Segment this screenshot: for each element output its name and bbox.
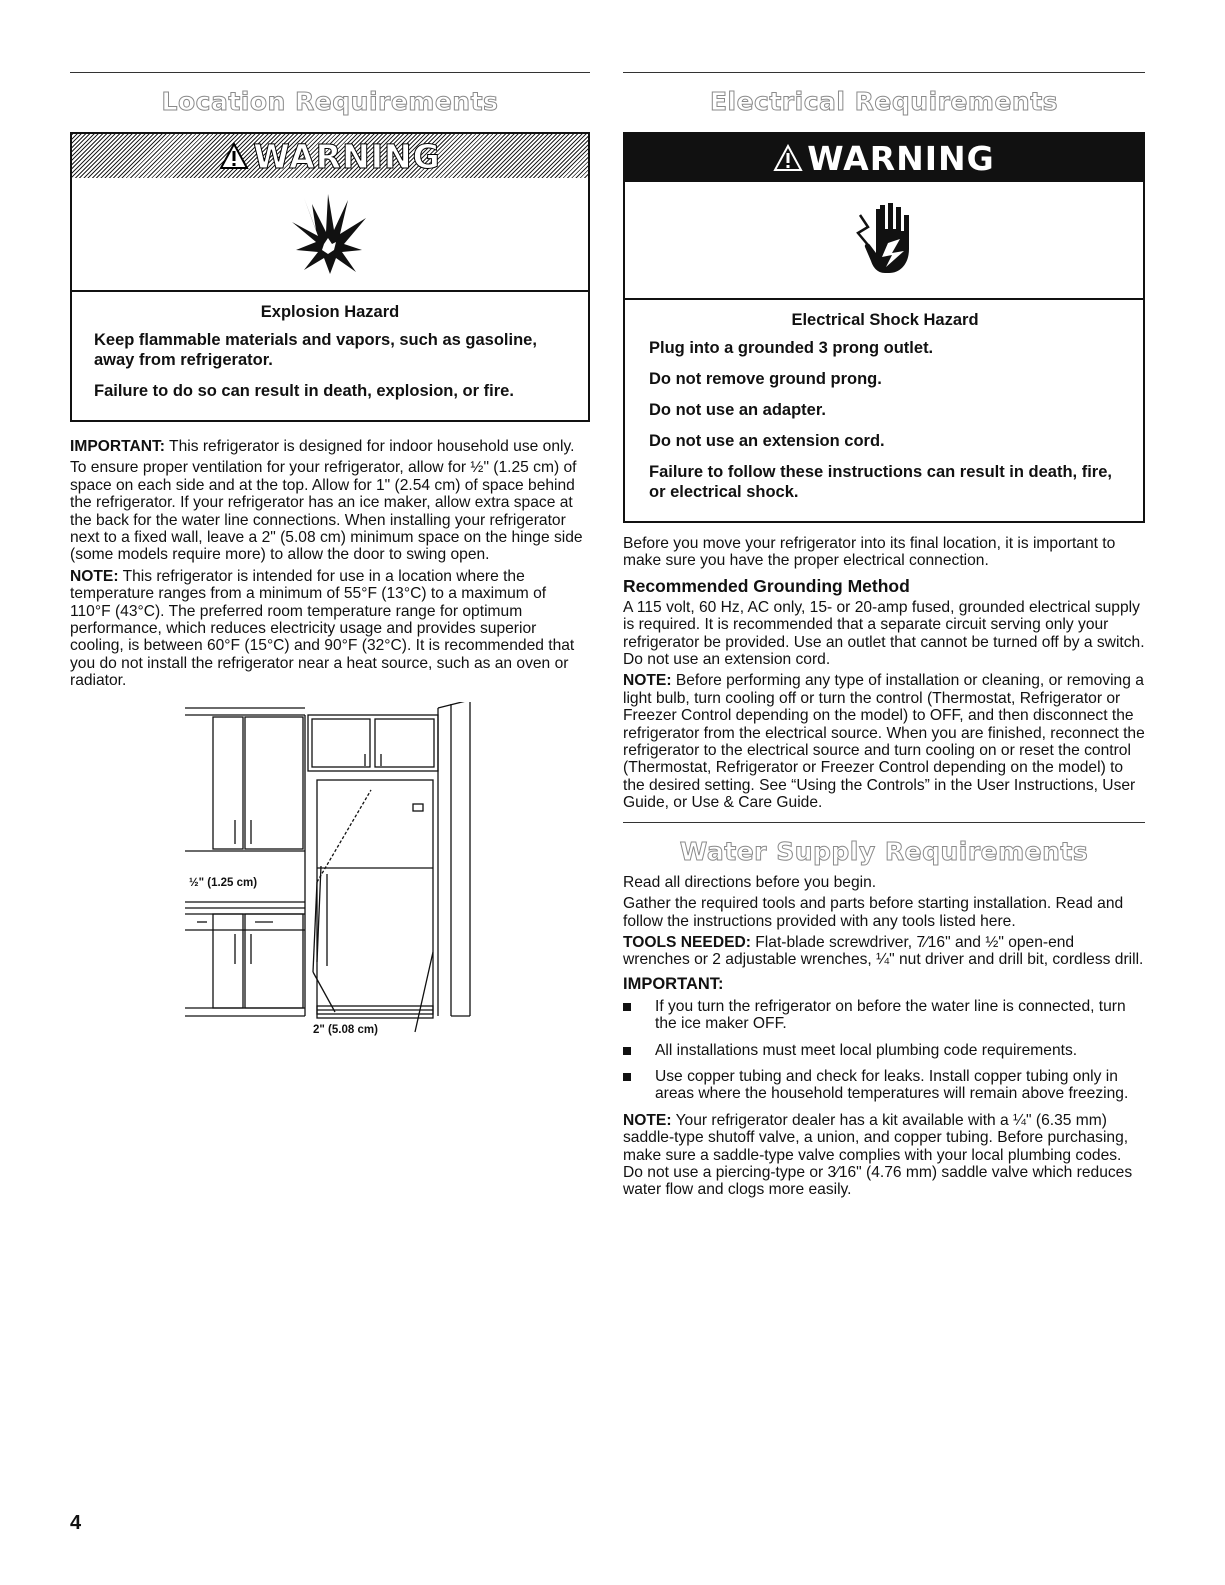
list-item: If you turn the refrigerator on before the water line is connected, turn the ice maker OFF. bbox=[623, 998, 1145, 1033]
location-section-title: Location Requirements bbox=[161, 87, 499, 116]
shock-icon-area bbox=[625, 182, 1143, 300]
grounding-heading: Recommended Grounding Method bbox=[623, 575, 910, 596]
warning-header bbox=[625, 134, 1143, 182]
ventilation-paragraph: To ensure proper ventilation for your refrigerator, allow for ½" (1.25 cm) of space on each side and at the top. Allow for 1" (2.54 cm) of space behind the refrigerator. If your refrigerator has an ice maker, allow extra space at the back for the water line connections. When installing your refrigerator next to a fixed wall, leave a 2" (5.08 cm) minimum space on the hinge side (some models require more) to allow the door to swing open. bbox=[70, 459, 583, 564]
electrical-note-paragraph: NOTE: Before performing any type of installation or cleaning, or removing a light bulb, turn cooling off or turn the control (Thermostat, Refrigerator or Freezer Control depending on the model) to OFF, and then disconnect the refrigerator from the electrical source. When you are finished, reconnect the refrigerator to the electrical source and turn cooling on or reset the control (Thermostat, Refrigerator or Freezer Control depending on the model) to the desired setting. See “Using the Controls” in the User Instructions, User Guide, or Use & Care Guide. bbox=[623, 672, 1145, 812]
explosion-icon bbox=[290, 192, 370, 276]
clearance-figure bbox=[185, 702, 485, 1037]
warning-line: Do not use an adapter. bbox=[649, 401, 826, 419]
section-divider bbox=[623, 72, 1145, 73]
warning-header bbox=[72, 134, 588, 178]
important-heading: IMPORTANT: bbox=[623, 974, 724, 993]
warning-triangle-icon bbox=[773, 144, 803, 172]
hazard-title: Electrical Shock Hazard bbox=[791, 311, 979, 329]
side-clearance-label: ½" (1.25 cm) bbox=[189, 876, 258, 889]
warning-line: Failure to do so can result in death, explosion, or fire. bbox=[94, 382, 514, 400]
water-intro-paragraph: Read all directions before you begin. bbox=[623, 873, 877, 891]
section-divider bbox=[70, 72, 590, 73]
hinge-clearance-label: 2" (5.08 cm) bbox=[313, 1023, 378, 1036]
electrical-section-title: Electrical Requirements bbox=[709, 87, 1059, 116]
shock-warning-box bbox=[623, 132, 1145, 523]
left-column bbox=[70, 72, 590, 1037]
cabinet-refrigerator-illustration bbox=[185, 702, 485, 1037]
warning-line: Failure to follow these instructions can result in death, fire, or electrical shock. bbox=[649, 463, 1112, 501]
warning-line: Do not remove ground prong. bbox=[649, 370, 882, 388]
temperature-note-paragraph: NOTE: This refrigerator is intended for use in a location where the temperature ranges from a minimum of 55°F (13°C) to a maximum of 110°F (43°C). The preferred room temperature range for optimum performance, which reduces electricity usage and provides superior cooling, is between 60°F (15°C) and 90°F (32°C). It is recommended that you do not install the refrigerator near a heat source, such as an oven or radiator. bbox=[70, 567, 575, 690]
important-paragraph: IMPORTANT: This refrigerator is designed for indoor household use only. bbox=[70, 438, 575, 455]
list-item: All installations must meet local plumbing code requirements. bbox=[623, 1042, 1145, 1059]
explosion-icon-area bbox=[72, 178, 588, 292]
warning-signal-word: WARNING bbox=[807, 138, 995, 178]
explosion-warning-box bbox=[70, 132, 590, 422]
list-item: Use copper tubing and check for leaks. Install copper tubing only in areas where the household temperatures will remain above freezing. bbox=[623, 1068, 1145, 1103]
grounding-paragraph: A 115 volt, 60 Hz, AC only, 15- or 20-amp fused, grounded electrical supply is required. It is recommended that a separate circuit serving only your refrigerator be provided. Use an outlet that cannot be turned off by a switch. Do not use an extension cord. bbox=[623, 598, 1145, 669]
warning-signal-word: WARNING bbox=[253, 136, 441, 176]
important-bullet-list bbox=[623, 998, 1145, 1103]
warning-triangle-icon bbox=[219, 142, 249, 170]
saddle-valve-note-paragraph: NOTE: Your refrigerator dealer has a kit available with a ¼" (6.35 mm) saddle-type shutoff valve, a union, and copper tubing. Before purchasing, make sure a saddle-type valve complies with your local plumbing codes. Do not use a piercing-type or 3⁄16" (4.76 mm) saddle valve which reduces water flow and clogs more easily. bbox=[623, 1111, 1133, 1199]
warning-line: Keep flammable materials and vapors, such as gasoline, away from refrigerator. bbox=[94, 331, 537, 369]
right-column bbox=[623, 72, 1145, 1203]
warning-body bbox=[72, 292, 588, 420]
electrical-intro-paragraph: Before you move your refrigerator into its final location, it is important to make sure you have the proper electrical connection. bbox=[623, 535, 1116, 570]
warning-line: Do not use an extension cord. bbox=[649, 432, 885, 450]
electric-shock-hand-icon bbox=[854, 199, 914, 281]
warning-line: Plug into a grounded 3 prong outlet. bbox=[649, 339, 934, 357]
warning-body bbox=[625, 300, 1143, 521]
tools-needed-paragraph: TOOLS NEEDED: Flat-blade screwdriver, 7⁄16" and ½" open-end wrenches or 2 adjustable wrenches, ¼" nut driver and drill bit, cordless drill. bbox=[623, 933, 1144, 969]
page-number: 4 bbox=[70, 1512, 82, 1534]
hazard-title: Explosion Hazard bbox=[260, 303, 400, 321]
water-gather-paragraph: Gather the required tools and parts before starting installation. Read and follow the instructions provided with any tools listed here. bbox=[623, 895, 1124, 930]
water-section-title: Water Supply Requirements bbox=[679, 836, 1089, 866]
section-divider bbox=[623, 822, 1145, 823]
